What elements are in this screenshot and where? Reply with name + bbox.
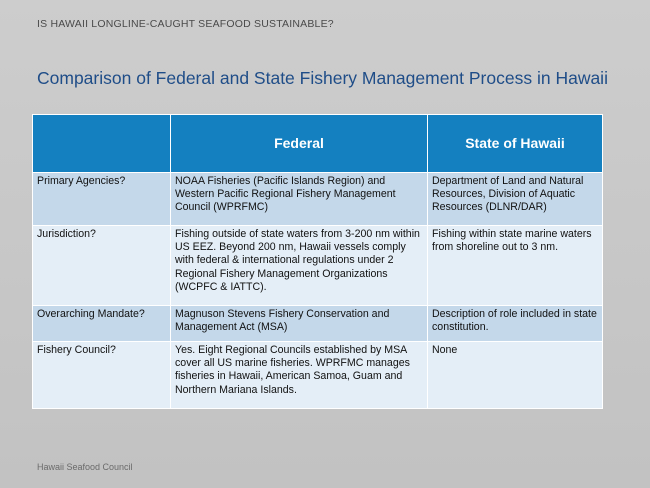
federal-cell: NOAA Fisheries (Pacific Islands Region) and Western Pacific Regional Fishery Management Council (WPRFMC) <box>171 173 428 226</box>
table-row <box>33 173 603 226</box>
state-cell: Fishing within state marine waters from shoreline out to 3 nm. <box>428 226 603 306</box>
table-row <box>33 226 603 306</box>
state-cell: Description of role included in state constitution. <box>428 306 603 342</box>
comparison-table <box>32 114 603 409</box>
table-row <box>33 306 603 342</box>
federal-cell: Fishing outside of state waters from 3-200 nm within US EEZ. Beyond 200 nm, Hawaii vessels comply with federal & international regulations under 2 Regional Fishery Management Organizations (WCPFC & IATTC). <box>171 226 428 306</box>
federal-cell: Magnuson Stevens Fishery Conservation and Management Act (MSA) <box>171 306 428 342</box>
federal-cell: Yes. Eight Regional Councils established by MSA cover all US marine fisheries. WPRFMC manages fisheries in Hawaii, American Samoa, Guam and Northern Mariana Islands. <box>171 342 428 409</box>
row-label: Overarching Mandate? <box>33 306 171 342</box>
table-header-row <box>33 115 603 173</box>
header-state: State of Hawaii <box>428 115 603 173</box>
state-cell: None <box>428 342 603 409</box>
state-cell: Department of Land and Natural Resources, Division of Aquatic Resources (DLNR/DAR) <box>428 173 603 226</box>
header-federal: Federal <box>171 115 428 173</box>
slide-kicker: IS HAWAII LONGLINE-CAUGHT SEAFOOD SUSTAINABLE? <box>37 18 334 30</box>
row-label: Jurisdiction? <box>33 226 171 306</box>
footer-source: Hawaii Seafood Council <box>37 462 133 472</box>
table-row <box>33 342 603 409</box>
slide-title: Comparison of Federal and State Fishery Management Process in Hawaii <box>37 68 608 88</box>
header-empty-cell <box>33 115 171 173</box>
row-label: Primary Agencies? <box>33 173 171 226</box>
row-label: Fishery Council? <box>33 342 171 409</box>
